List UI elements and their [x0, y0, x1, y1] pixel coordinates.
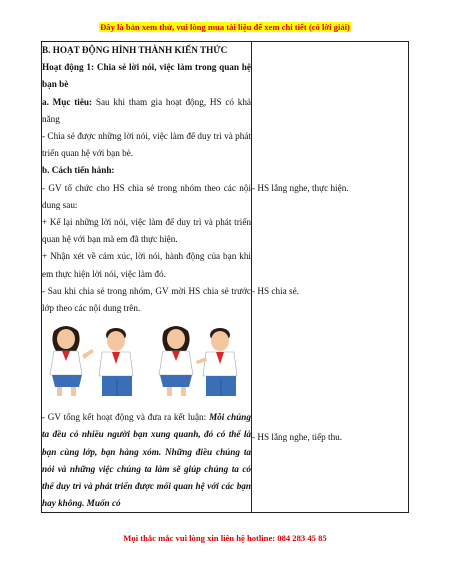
pupil-girl-left: [50, 326, 94, 396]
pupil-boy-right: [196, 328, 237, 396]
four-pupils-talking-illustration: [42, 321, 242, 399]
spacer: [252, 300, 408, 429]
pupil-girl-center-right: [159, 326, 193, 396]
method-label: b. Cách tiến hành:: [42, 165, 115, 176]
student-response-3: - HS lắng nghe, tiếp thu.: [252, 432, 343, 442]
spacer: [252, 197, 408, 283]
step-1: - GV tổ chức cho HS chia sẻ trong nhóm theo các nội dung sau:: [42, 182, 251, 210]
pupils-illustration: [42, 321, 251, 399]
table-row: [42, 42, 409, 513]
spacer: [252, 42, 408, 180]
goal-item: - Chia sẻ được những lời nói, việc làm để duy trì và phát triển quan hệ với bạn bè.: [42, 131, 251, 159]
step-2: - Sau khi chia sẻ trong nhóm, GV mời HS chia sẻ trước lớp theo các nội dung trên.: [42, 285, 251, 314]
goal-label: a. Mục tiêu:: [42, 96, 93, 107]
goal-text: Sau khi tham gia hoạt động, HS có khả năng: [42, 96, 252, 124]
teacher-activities-cell: [42, 42, 252, 513]
preview-notice-text: Đây là bản xem thử, vui lòng mua tài liệu để xem chi tiết (có lời giải): [100, 22, 350, 32]
step-1b: + Nhận xét về cảm xúc, lời nói, hành động của bạn khi em thực hiện lời nói, việc làm đó.: [42, 251, 251, 279]
step-3: [42, 409, 251, 512]
section-title: B. HOẠT ĐỘNG HÌNH THÀNH KIẾN THỨC: [42, 45, 228, 55]
activity-title: Hoạt động 1: Chia sẻ lời nói, việc làm trong quan hệ bạn bè: [42, 62, 251, 90]
student-response-2: - HS chia sẻ.: [252, 285, 299, 296]
lesson-plan-table: [41, 41, 409, 513]
pupil-boy-center-left: [99, 328, 133, 396]
hotline-notice: Mọi thắc mắc vui lòng xin liên hệ hotline: 084 283 45 85: [123, 533, 327, 543]
student-activities-cell: [252, 42, 409, 513]
goal-paragraph: [42, 94, 251, 128]
step-3-plain: - GV tổng kết hoạt động và đưa ra kết luận:: [42, 412, 209, 423]
student-response-1: - HS lắng nghe, thực hiện.: [252, 182, 349, 193]
preview-notice: [0, 22, 450, 32]
step-3-conclusion: Mỗi chúng ta đều có nhiều người bạn xung quanh, đó có thể là bạn cùng lớp, bạn hàng xóm. Những điều chúng ta nói và những việc chúng ta làm sẽ giúp chúng ta có thể duy trì và phát triển được mối quan hệ với các bạn hay không. Muốn có: [42, 412, 251, 509]
step-1a: + Kể lại những lời nói, việc làm để duy trì và phát triển quan hệ với bạn mà em đã thực hiện.: [42, 217, 251, 245]
